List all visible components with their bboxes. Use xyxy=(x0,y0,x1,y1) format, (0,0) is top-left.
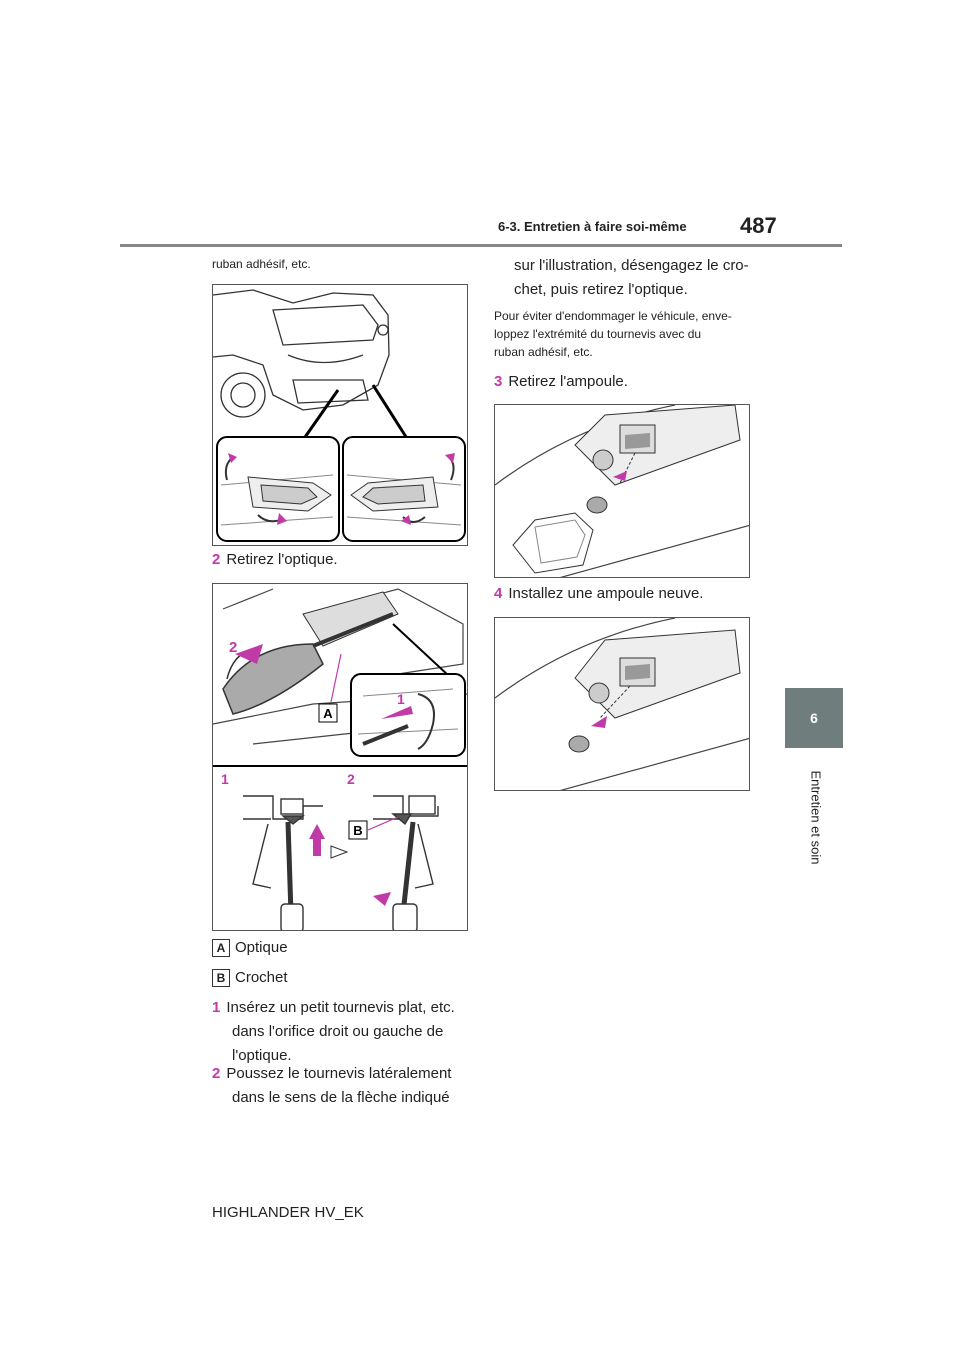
hook-stage-1 xyxy=(243,796,323,931)
substep-1: 1 Insérez un petit tournevis plat, etc. dans l'orifice droit ou gauche de l'optique. xyxy=(212,999,455,1064)
page-number: 487 xyxy=(740,213,777,238)
figure-remove-bulb xyxy=(494,404,750,578)
footer-model: HIGHLANDER HV_EK xyxy=(212,1204,364,1221)
hook-stage-2 xyxy=(373,796,438,931)
chapter-label: Entretien et soin xyxy=(808,770,824,865)
inset-left xyxy=(217,437,339,541)
note-line-1: Pour éviter d'endommager le véhicule, enve- xyxy=(494,309,732,323)
svg-text:B: B xyxy=(353,823,363,838)
svg-text:1: 1 xyxy=(397,691,405,707)
rear-light-illustration xyxy=(213,285,468,546)
continued-line-2: chet, puis retirez l'optique. xyxy=(514,281,688,298)
intro-text: ruban adhésif, etc. xyxy=(212,257,311,271)
substep-2: 2 Poussez le tournevis latéralement dans le sens de la flèche indiqué xyxy=(212,1065,452,1106)
fig2-inset xyxy=(351,674,465,756)
bulb-icon xyxy=(587,497,607,513)
header-divider xyxy=(120,244,842,247)
legend-b: B Crochet xyxy=(212,966,288,990)
legend-a: A Optique xyxy=(212,936,288,960)
arrow-icon xyxy=(591,716,607,728)
note-line-3: ruban adhésif, etc. xyxy=(494,345,593,359)
section-title: 6-3. Entretien à faire soi-même xyxy=(498,219,687,234)
chapter-tab: 6 xyxy=(785,688,843,748)
step-3: 3 Retirez l'ampoule. xyxy=(494,373,628,390)
bulb-icon xyxy=(569,736,589,752)
figure-remove-lens xyxy=(212,583,468,931)
inset-right xyxy=(343,437,465,541)
note-line-2: loppez l'extrémité du tournevis avec du xyxy=(494,327,702,341)
continued-line-1: sur l'illustration, désengagez le cro- xyxy=(514,257,749,274)
step-2: 2 Retirez l'optique. xyxy=(212,551,338,568)
svg-text:2: 2 xyxy=(347,771,355,787)
figure-rear-light-location xyxy=(212,284,468,546)
step-4: 4 Installez une ampoule neuve. xyxy=(494,585,704,602)
svg-text:1: 1 xyxy=(221,771,229,787)
svg-text:A: A xyxy=(323,706,333,721)
figure-install-bulb xyxy=(494,617,750,791)
svg-text:2: 2 xyxy=(229,639,238,656)
